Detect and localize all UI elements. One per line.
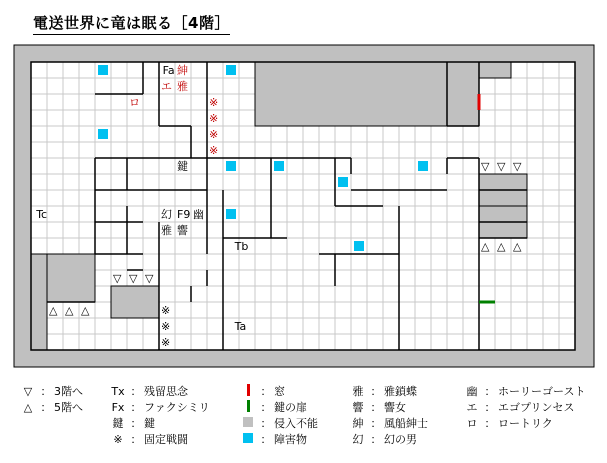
legend-item-locked-door: ： 鍵の扉: [238, 400, 318, 416]
impassable-block: [111, 286, 159, 318]
map-label: △: [513, 240, 522, 253]
legend-item-monster: 響 ： 響女: [348, 400, 428, 416]
legend-text: ファクシミリ: [144, 401, 210, 414]
obstacle-block: [226, 209, 236, 219]
legend-tiles: [238, 384, 318, 448]
map-label: 幽: [193, 208, 204, 221]
map-label: エ: [161, 80, 172, 93]
legend-symbol: Fx: [111, 401, 125, 414]
legend-text: 風船紳士: [384, 417, 428, 430]
map-label: ※: [209, 128, 219, 141]
legend-item-monster: 幻 ： 幻の男: [348, 432, 428, 448]
impassable-block: [479, 62, 511, 78]
map-label: △: [49, 304, 58, 317]
legend-symbol: Tx: [111, 385, 125, 398]
legend-text: 雅鎖蝶: [384, 385, 417, 398]
map-label: 雅: [177, 80, 188, 93]
obstacle-swatch: [243, 433, 253, 443]
map-label: 幻: [161, 208, 172, 221]
map-label: △: [497, 240, 506, 253]
locked-door-marker: [479, 301, 495, 304]
legend-item-monster: 紳 ： 風船紳士: [348, 416, 428, 432]
legend-symbol: 幽: [466, 385, 478, 398]
legend-stairs: [18, 384, 83, 416]
solid-swatch: [243, 417, 253, 427]
map-label: ※: [209, 112, 219, 125]
legend-item-obstacle: ： 障害物: [238, 432, 318, 448]
obstacle-block: [226, 65, 236, 75]
impassable-block: [47, 254, 95, 302]
obstacle-block: [338, 177, 348, 187]
legend-symbol: ロ: [466, 417, 478, 430]
legend-symbol: エ: [466, 401, 478, 414]
map-label: ※: [161, 304, 171, 317]
legend-item-monster: エ ： エゴプリンセス: [462, 400, 585, 416]
legend-text: 響女: [384, 401, 406, 414]
map-label: △: [81, 304, 90, 317]
map-label: ▽: [513, 160, 522, 173]
legend-symbol: 雅: [352, 385, 364, 398]
map-label: 紳: [177, 64, 188, 77]
legend-text: 侵入不能: [274, 417, 318, 430]
legend-item-key: 鍵 ： 鍵: [108, 416, 210, 432]
legend-text: エゴプリンセス: [498, 401, 575, 414]
map-label: Tb: [234, 240, 249, 253]
legend-item-thought: Tx ： 残留思念: [108, 384, 210, 400]
obstacle-block: [226, 161, 236, 171]
obstacle-block: [274, 161, 284, 171]
map-label: F9: [177, 208, 191, 221]
down-stairs-icon: ▽: [23, 385, 33, 398]
map-label: Ta: [234, 320, 247, 333]
legend-item-up: △ ： 5階へ: [18, 400, 83, 416]
map-label: 雅: [161, 224, 172, 237]
legend-symbol: 幻: [352, 433, 364, 446]
legend-item-window: ： 窓: [238, 384, 318, 400]
legend-monsters-a: [348, 384, 428, 448]
window-marker: [478, 94, 481, 110]
window-swatch: [247, 384, 250, 396]
locked-door-swatch: [247, 400, 250, 412]
map-label: ※: [161, 320, 171, 333]
battle-icon: ※: [113, 433, 123, 446]
obstacle-block: [354, 241, 364, 251]
legend-monsters-b: [462, 384, 585, 432]
up-stairs-icon: △: [23, 401, 33, 414]
legend-symbol: 響: [352, 401, 364, 414]
legend-text: 障害物: [274, 433, 307, 446]
impassable-block: [31, 254, 47, 350]
key-icon: 鍵: [112, 417, 124, 430]
map-label: △: [481, 240, 490, 253]
legend-item-solid: ： 侵入不能: [238, 416, 318, 432]
legend-text: ロートリク: [498, 417, 553, 430]
legend-item-monster: 幽 ： ホーリーゴースト: [462, 384, 585, 400]
obstacle-block: [98, 129, 108, 139]
legend-item-down: ▽ ： 3階へ: [18, 384, 83, 400]
map-label: ▽: [113, 272, 122, 285]
map-label: Fa: [162, 64, 175, 77]
map-label: 響: [177, 224, 188, 237]
map-label: ▽: [145, 272, 154, 285]
map-label: △: [65, 304, 74, 317]
map-label: ロ: [129, 96, 140, 109]
legend-text: 幻の男: [384, 433, 417, 446]
obstacle-block: [418, 161, 428, 171]
legend-item-monster: 雅 ： 雅鎖蝶: [348, 384, 428, 400]
impassable-block: [255, 62, 479, 126]
map-label: ▽: [497, 160, 506, 173]
legend-text: 固定戦闘: [144, 433, 188, 446]
map-label: ※: [161, 336, 171, 349]
legend-item-monster: ロ ： ロートリク: [462, 416, 585, 432]
legend-text: ホーリーゴースト: [498, 385, 586, 398]
legend-item-fax: Fx ： ファクシミリ: [108, 400, 210, 416]
map-label: ※: [209, 144, 219, 157]
map-label: ▽: [481, 160, 490, 173]
legend-item-battle: ※ ： 固定戦闘: [108, 432, 210, 448]
legend-symbol: 紳: [352, 417, 364, 430]
map-label: ※: [209, 96, 219, 109]
map-label: 鍵: [177, 160, 188, 173]
legend-text: 窓: [274, 385, 285, 398]
page-title: 電送世界に竜は眠る［4階］: [33, 12, 230, 35]
legend-events: [108, 384, 210, 448]
legend-text: 5階へ: [54, 401, 83, 414]
obstacle-block: [98, 65, 108, 75]
legend-text: 鍵の扉: [274, 401, 307, 414]
legend-text: 3階へ: [54, 385, 83, 398]
legend-text: 鍵: [144, 417, 155, 430]
map-label: ▽: [129, 272, 138, 285]
map-label: Tc: [36, 208, 48, 221]
legend-text: 残留思念: [144, 385, 188, 398]
